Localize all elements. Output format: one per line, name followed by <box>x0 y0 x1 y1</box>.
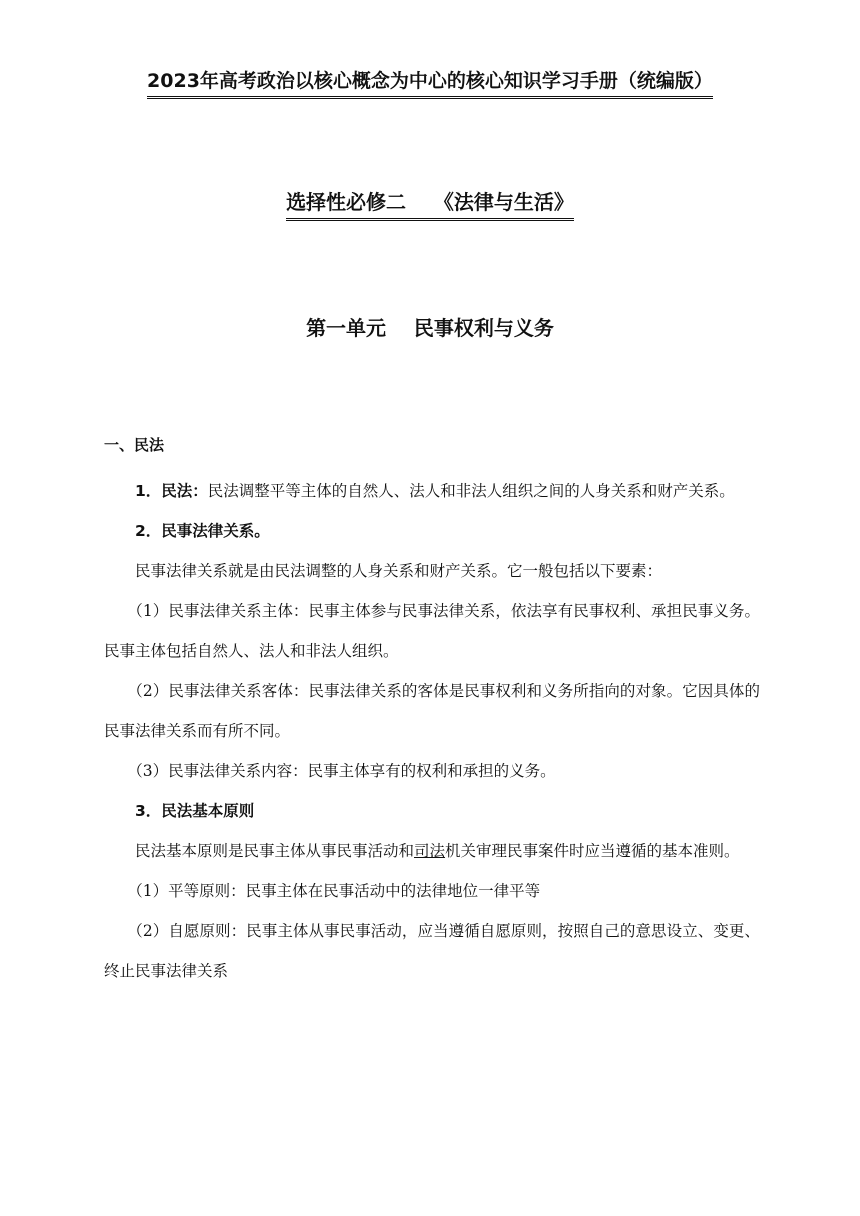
paragraph-principles-heading <box>104 791 760 831</box>
paragraph-civil-relation-heading <box>104 511 760 551</box>
paragraph-civil-law <box>104 471 760 511</box>
principles-heading: 3．民法基本原则 <box>135 802 255 820</box>
civil-law-text: 民法调整平等主体的自然人、法人和非法人组织之间的人身关系和财产关系。 <box>207 482 735 500</box>
unit-title: 第一单元 民事权利与义务 <box>306 316 554 340</box>
civil-relation-heading: 2．民事法律关系。 <box>135 522 270 540</box>
paragraph-civil-relation-intro: 民事法律关系就是由民法调整的人身关系和财产关系。它一般包括以下要素： <box>135 562 663 580</box>
principles-intro-before: 民法基本原则是民事主体从事民事活动和 <box>135 842 415 860</box>
document-title-text: 2023年高考政治以核心概念为中心的核心知识学习手册（统编版） <box>147 68 713 99</box>
document-title <box>0 68 860 99</box>
paragraph-civil-relation-content: （3）民事法律关系内容：民事主体享有的权利和承担的义务。 <box>127 762 556 780</box>
section-title: 一、民法 <box>104 436 165 454</box>
paragraph-civil-relation-object: （2）民事法律关系客体：民事法律关系的客体是民事权利和义务所指向的对象。它因具体的民事法律关系而有所不同。 <box>104 682 760 740</box>
principles-intro-underlined: 司法 <box>414 842 446 860</box>
paragraph-principle-voluntary: （2）自愿原则：民事主体从事民事活动，应当遵循自愿原则，按照自己的意思设立、变更、终止民事法律关系 <box>104 922 760 980</box>
book-title-text: 选择性必修二 《法律与生活》 <box>286 188 574 221</box>
paragraph-principle-equality: （1）平等原则：民事主体在民事活动中的法律地位一律平等 <box>127 882 541 900</box>
civil-law-heading: 1．民法： <box>135 482 208 500</box>
paragraph-civil-relation-subject: （1）民事法律关系主体：民事主体参与民事法律关系，依法享有民事权利、承担民事义务。民事主体包括自然人、法人和非法人组织。 <box>104 602 760 660</box>
paragraph-principles-intro <box>104 831 760 871</box>
document-body <box>104 471 760 991</box>
principles-intro-after: 机关审理民事案件时应当遵循的基本准则。 <box>445 842 740 860</box>
book-title <box>0 188 860 221</box>
